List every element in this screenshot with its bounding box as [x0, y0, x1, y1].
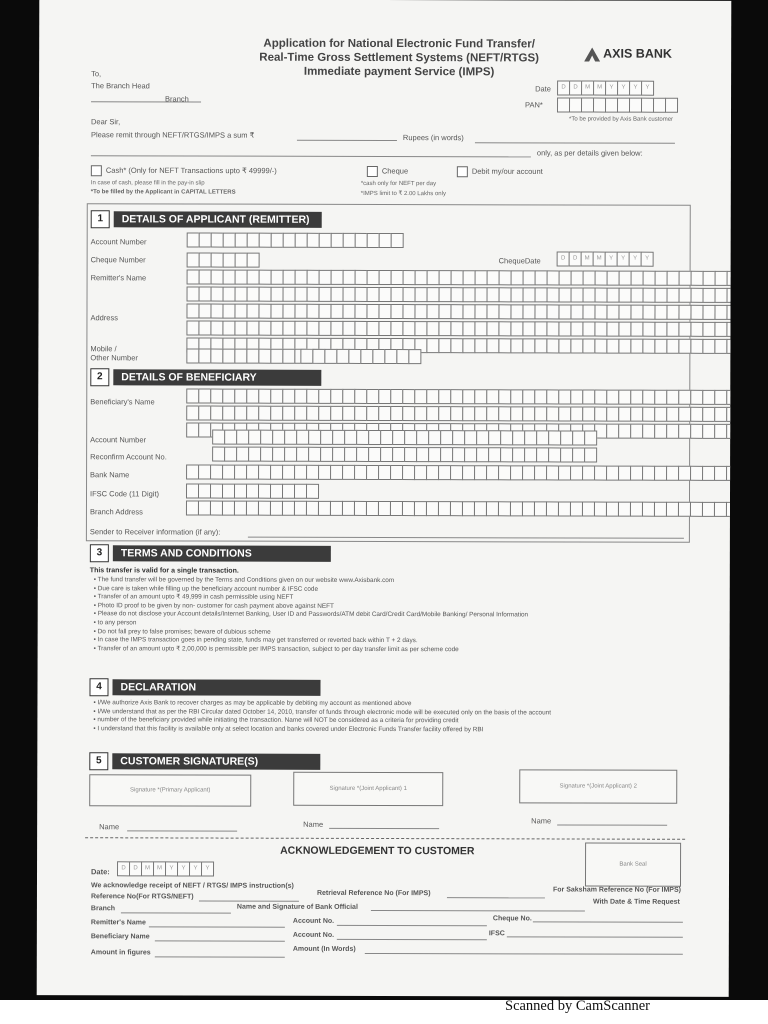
ack-account2-line[interactable] — [337, 939, 487, 940]
axis-logo-icon — [584, 47, 600, 61]
ack-amount-figures-label: Amount in figures — [90, 949, 151, 957]
ack-date-boxes[interactable] — [117, 861, 213, 876]
bank-name-label: Bank Name — [90, 470, 130, 480]
rupees-words-line[interactable] — [475, 142, 675, 144]
joint2-name-line[interactable] — [557, 824, 667, 825]
form-title: Application for National Electronic Fund Transfer/ Real-Time Gross Settlement Systems (NEFT/RTGS) Immediate payment Service (IMPS) — [259, 37, 540, 79]
section-5-number: 5 — [89, 752, 108, 770]
ack-branch-line[interactable] — [121, 912, 231, 913]
terms-item: • Due care is taken while filling up the beneficiary account number & IFSC code — [94, 585, 528, 595]
ack-beneficiary-label: Beneficiary Name — [90, 933, 150, 941]
terms-item: • Please do not disclose your Account details/Internet Banking, User ID and Passwords/ATM debit Card/Credit Card/Mobile Banking/ Personal Information — [94, 611, 528, 621]
date-char-box[interactable]: Y — [629, 252, 642, 267]
section-1-number: 1 — [91, 210, 110, 228]
debit-option[interactable]: Debit my/our account — [457, 166, 543, 177]
ack-ifsc-line[interactable] — [507, 936, 683, 937]
terms-list — [94, 576, 529, 654]
date-char-box[interactable]: Y — [629, 81, 642, 96]
ack-with-date-label: With Date & Time Request — [592, 898, 680, 906]
address-row-2[interactable] — [186, 320, 731, 336]
ack-cheque-label: Cheque No. — [492, 915, 532, 923]
ack-remitter-line[interactable] — [149, 926, 285, 927]
bank-logo: AXIS BANK — [584, 47, 672, 62]
char-box[interactable] — [247, 253, 260, 268]
cheque-date-boxes[interactable] — [557, 251, 653, 266]
cheque-option[interactable]: Cheque — [367, 166, 408, 177]
branch-address-label: Branch Address — [89, 507, 143, 517]
joint1-name-line[interactable] — [329, 828, 439, 829]
primary-signature-box[interactable]: Signature *(Primary Applicant) — [89, 774, 251, 806]
section-4-title: DECLARATION — [112, 679, 320, 696]
terms-item: • to any person — [94, 619, 528, 629]
pan-label: PAN* — [525, 100, 543, 110]
date-boxes[interactable] — [557, 80, 653, 95]
terms-item: • Transfer of an amount upto ₹ 49,999 in cash permissible using NEFT — [94, 593, 528, 603]
terms-heading: This transfer is valid for a single transaction. — [89, 567, 239, 575]
camscanner-watermark: Scanned by CamScanner — [505, 998, 650, 1014]
ack-saksham-label: For Saksham Reference No (For IMPS) — [552, 886, 681, 894]
declaration-item: • I understand that this facility is available only at select location and banks covered under Electronic Funds Transfer facility offered by RBI — [93, 725, 551, 735]
to-label: To, — [91, 69, 102, 79]
cheque-number-label: Cheque Number — [90, 255, 146, 265]
remitter-name-row-2[interactable] — [187, 286, 732, 302]
date-char-box[interactable]: Y — [617, 81, 630, 96]
ack-receipt: We acknowledge receipt of NEFT / RTGS/ IMPS instruction(s) — [90, 882, 294, 890]
beneficiary-name-row-1[interactable] — [186, 388, 731, 404]
section-2-header — [90, 369, 321, 386]
rupees-words-label: Rupees (in words) — [402, 133, 464, 143]
beneficiary-name-row-2[interactable] — [186, 405, 731, 421]
joint2-name-label: Name — [531, 816, 552, 826]
bank-seal-box: Bank Seal — [585, 843, 681, 887]
date-char-box[interactable]: M — [153, 861, 166, 876]
date-char-box[interactable]: D — [569, 251, 582, 266]
terms-item: • The fund transfer will be governed by the Terms and Conditions given on our website www.Axisbank.com — [94, 576, 528, 586]
cheque-checkbox[interactable] — [367, 166, 378, 177]
pan-char-box[interactable] — [665, 98, 678, 113]
date-char-box[interactable]: D — [569, 80, 582, 95]
date-char-box[interactable]: M — [581, 252, 594, 267]
date-char-box[interactable]: Y — [189, 861, 202, 876]
remitter-account-label: Account Number — [90, 237, 147, 247]
date-char-box[interactable]: M — [593, 252, 606, 267]
ack-retrieval-label: Retrieval Reference No (For IMPS) — [316, 889, 431, 898]
ack-title: ACKNOWLEDGEMENT TO CUSTOMER — [280, 844, 475, 858]
date-char-box[interactable]: Y — [605, 252, 618, 267]
date-char-box[interactable]: Y — [201, 862, 214, 877]
date-char-box[interactable]: M — [581, 81, 594, 96]
char-box[interactable] — [306, 484, 319, 499]
ack-official-line[interactable] — [371, 910, 585, 912]
ack-date-label: Date: — [91, 867, 110, 877]
date-char-box[interactable]: D — [117, 861, 130, 876]
cash-limit-note: *cash only for NEFT per day — [360, 180, 437, 188]
imps-limit-note: *IMPS limit to ₹ 2.00 Lakhs only — [360, 190, 446, 198]
date-char-box[interactable]: M — [141, 861, 154, 876]
date-char-box[interactable]: M — [593, 81, 606, 96]
joint1-signature-box[interactable]: Signature *(Joint Applicant) 1 — [293, 772, 443, 806]
ack-official-label: Name and Signature of Bank Official — [236, 903, 358, 911]
section-4-header — [89, 679, 320, 696]
terms-item: • Transfer of an amount upto ₹ 2,00,000 is permissible per IMPS transaction, subject to per day transfer limit as per scheme code — [94, 645, 528, 655]
address-row-1[interactable] — [186, 303, 731, 319]
pan-note: *To be provided by Axis Bank customer — [568, 116, 674, 123]
terms-item: • Do not fall prey to false promises; beware of dubious scheme — [94, 628, 528, 638]
sender-info-label: Sender to Receiver information (if any): — [89, 527, 221, 537]
date-char-box[interactable]: Y — [177, 861, 190, 876]
section-2-title: DETAILS OF BENEFICIARY — [113, 369, 321, 386]
date-label: Date — [535, 84, 551, 94]
section-4-number: 4 — [89, 678, 108, 696]
ack-branch-label: Branch — [90, 905, 116, 913]
declaration-item: • I/We authorize Axis Bank to recover charges as may be applicable by debiting my account as mentioned above — [93, 699, 551, 709]
cash-option[interactable]: Cash* (Only for NEFT Transactions upto ₹ 49999/-) — [91, 165, 277, 176]
branch-label: Branch — [165, 94, 189, 104]
beneficiary-account-label: Account Number — [90, 435, 147, 445]
cash-checkbox[interactable] — [91, 165, 102, 176]
section-1-title: DETAILS OF APPLICANT (REMITTER) — [114, 211, 322, 228]
ack-ifsc-label: IFSC — [488, 930, 505, 938]
request-line: Please remit through NEFT/RTGS/IMPS a sum ₹ — [90, 130, 255, 140]
capital-note: *To be filled by the Applicant in CAPITAL LETTERS — [90, 189, 236, 196]
primary-name-label: Name — [99, 822, 120, 832]
section-3-title: TERMS AND CONDITIONS — [113, 545, 331, 562]
ack-amount-words-line[interactable] — [365, 953, 683, 955]
date-char-box[interactable]: Y — [641, 81, 654, 96]
joint1-name-label: Name — [303, 819, 324, 829]
section-1-header — [91, 211, 322, 228]
date-char-box[interactable]: Y — [641, 252, 654, 267]
ack-reference-label: Reference No(For RTGS/NEFT) — [90, 893, 194, 901]
date-char-box[interactable]: Y — [617, 252, 630, 267]
char-box[interactable] — [584, 448, 597, 463]
ack-account2-label: Account No. — [292, 931, 335, 939]
cut-line — [85, 837, 685, 840]
form-sheet — [37, 0, 732, 997]
declaration-item: • number of the beneficiary provided while initiating the transaction. Name will NOT be considered as a criteria for providing credit — [93, 716, 551, 726]
ack-account-label: Account No. — [292, 917, 335, 925]
amount-line[interactable] — [297, 140, 397, 141]
mobile-label: Mobile / — [90, 344, 117, 354]
ack-retrieval-line[interactable] — [447, 897, 545, 898]
branch-head-label: The Branch Head — [91, 81, 150, 91]
terms-item: • Photo ID proof to be given by non- customer for cash payment above against NEFT — [94, 602, 528, 612]
other-number-boxes[interactable] — [300, 349, 420, 364]
section-5-title: CUSTOMER SIGNATURE(S) — [112, 753, 320, 770]
cash-note: In case of cash, please fill in the pay-in slip — [90, 180, 205, 187]
section-5-header — [89, 753, 320, 770]
section-3-number: 3 — [90, 544, 109, 562]
terms-item: • In case the IMPS transaction goes in pending state, funds may get transferred or reverted back within T + 2 days. — [94, 636, 528, 646]
char-box[interactable] — [391, 233, 404, 248]
salutation: Dear Sir, — [90, 117, 121, 127]
primary-name-line[interactable] — [127, 830, 237, 831]
joint2-signature-box[interactable]: Signature *(Joint Applicant) 2 — [519, 769, 677, 803]
pan-boxes[interactable] — [557, 97, 677, 112]
section-2-number: 2 — [90, 368, 109, 386]
ifsc-boxes[interactable] — [186, 483, 318, 498]
rupees-words-line-2[interactable] — [91, 155, 531, 157]
date-char-box[interactable]: Y — [605, 81, 618, 96]
char-box[interactable] — [584, 431, 597, 446]
ack-cheque-line[interactable] — [533, 921, 683, 922]
date-char-box[interactable]: D — [129, 861, 142, 876]
ack-amount-words-label: Amount (In Words) — [292, 945, 356, 953]
section-3-header — [90, 545, 331, 562]
address-label: Address — [90, 313, 118, 323]
declaration-list — [93, 699, 551, 735]
other-number-label: Other Number — [90, 353, 138, 363]
date-char-box[interactable]: D — [557, 251, 570, 266]
mobile-boxes[interactable] — [186, 348, 306, 363]
char-box[interactable] — [408, 349, 421, 364]
date-char-box[interactable]: Y — [165, 861, 178, 876]
ack-beneficiary-line[interactable] — [155, 940, 285, 941]
debit-checkbox[interactable] — [457, 166, 468, 177]
ack-reference-line[interactable] — [199, 901, 299, 902]
remitter-name-row-1[interactable] — [187, 269, 732, 285]
cheque-date-label: ChequeDate — [498, 256, 541, 266]
beneficiary-name-label: Beneficiary's Name — [90, 397, 155, 407]
ack-account-line[interactable] — [337, 925, 487, 926]
beneficiary-account-boxes[interactable] — [212, 430, 596, 446]
bank-name-boxes[interactable] — [186, 464, 731, 480]
ack-amount-figures-line[interactable] — [155, 956, 285, 957]
remitter-account-boxes[interactable] — [187, 232, 403, 248]
only-line: only, as per details given below: — [536, 148, 643, 158]
ack-remitter-label: Remitter's Name — [90, 919, 146, 927]
declaration-item: • I/We understand that as per the RBI Circular dated October 14, 2010, transfer of funds through electronic mode will be executed only on the basis of the account — [93, 708, 551, 718]
ifsc-label: IFSC Code (11 Digit) — [89, 489, 160, 499]
reconfirm-account-label: Reconfirm Account No. — [90, 452, 167, 462]
remitter-name-label: Remitter's Name — [90, 273, 147, 283]
cheque-number-boxes[interactable] — [187, 252, 259, 267]
reconfirm-account-boxes[interactable] — [212, 447, 596, 463]
branch-address-boxes[interactable] — [186, 500, 731, 516]
date-char-box[interactable]: D — [557, 80, 570, 95]
